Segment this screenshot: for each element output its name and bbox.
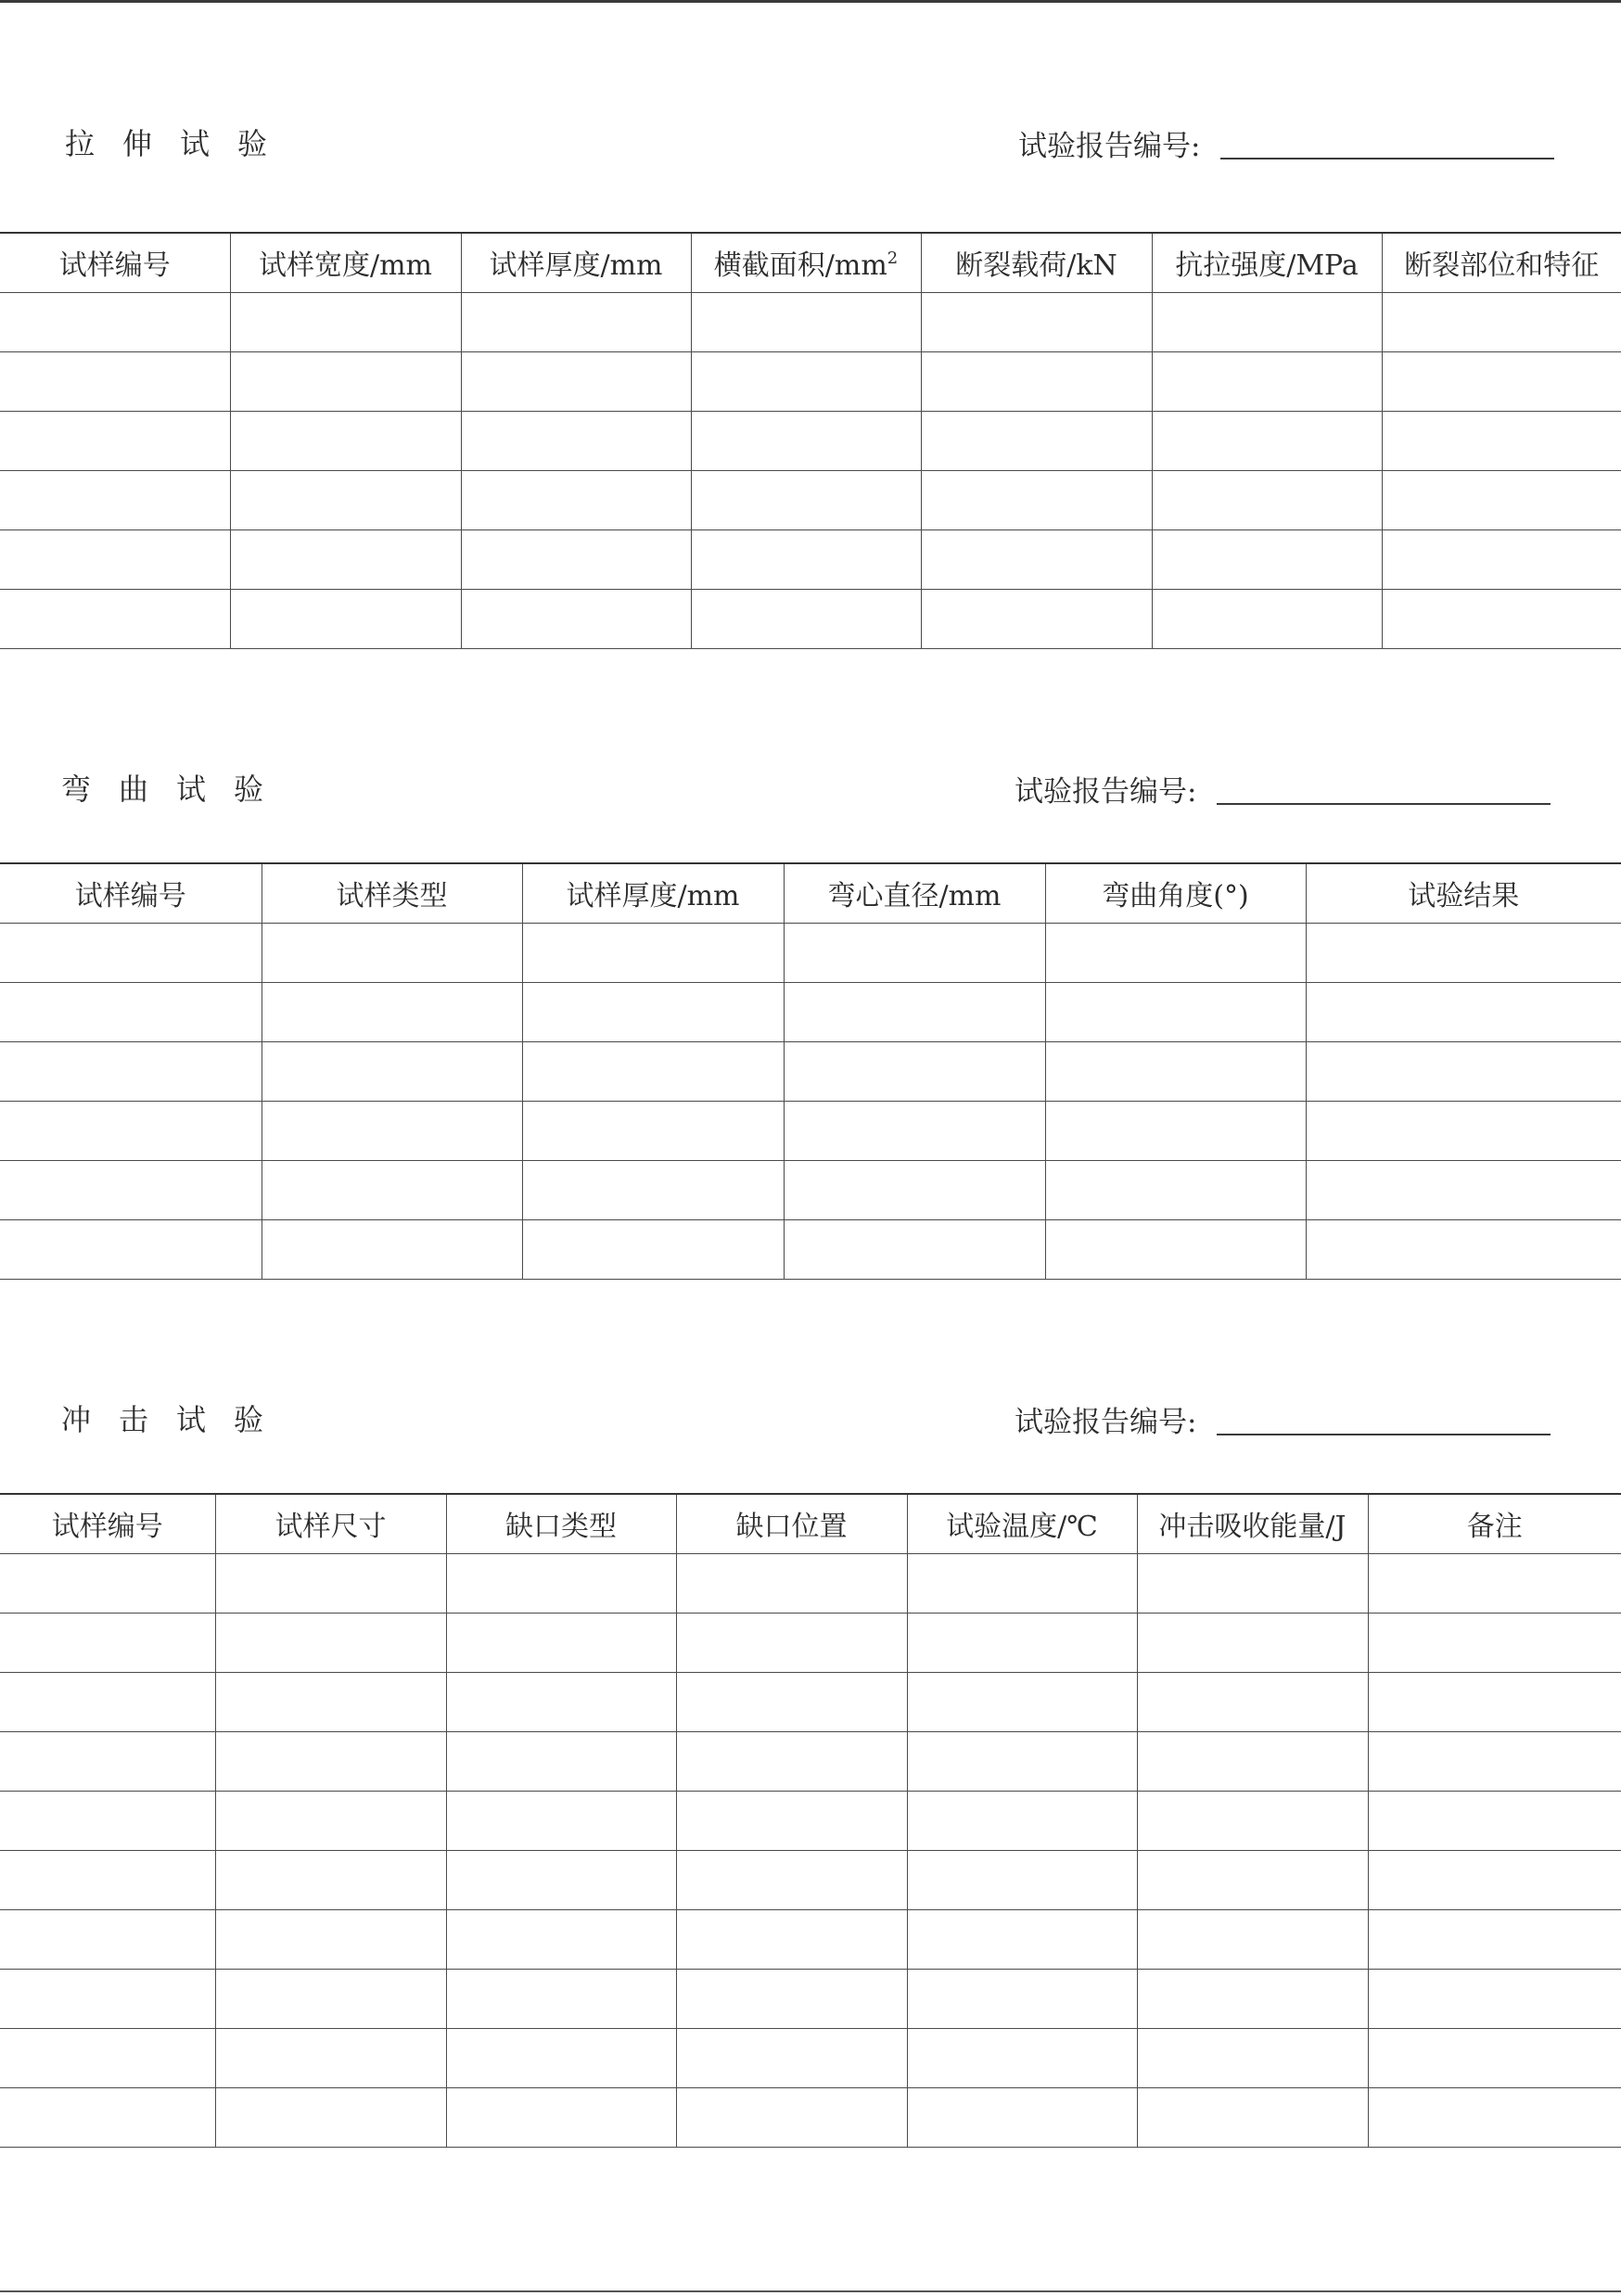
impact-header-absorbed-energy: 冲击吸收能量/J: [1137, 1494, 1368, 1553]
table-cell[interactable]: [0, 1041, 262, 1101]
table-row: [0, 1909, 1621, 1969]
table-cell[interactable]: [921, 411, 1152, 470]
page-bottom-border: [0, 2290, 1621, 2292]
table-cell[interactable]: [0, 470, 230, 529]
table-cell[interactable]: [0, 923, 262, 982]
table-cell[interactable]: [0, 1613, 215, 1672]
table-cell[interactable]: [921, 529, 1152, 589]
table-cell[interactable]: [446, 2087, 676, 2147]
table-cell[interactable]: [1152, 292, 1382, 351]
table-cell[interactable]: [1368, 2028, 1621, 2087]
table-cell[interactable]: [1045, 1101, 1306, 1160]
table-cell[interactable]: [0, 1731, 215, 1791]
table-cell[interactable]: [676, 1969, 907, 2028]
table-cell[interactable]: [262, 1219, 522, 1279]
impact-table: [0, 1493, 1621, 2148]
table-cell[interactable]: [446, 1613, 676, 1672]
table-cell[interactable]: [1306, 1219, 1621, 1279]
table-cell[interactable]: [461, 589, 691, 648]
table-cell[interactable]: [907, 1672, 1137, 1731]
table-cell[interactable]: [921, 351, 1152, 411]
tensile-header-fracture-location: 断裂部位和特征: [1382, 233, 1621, 292]
table-cell[interactable]: [1368, 1613, 1621, 1672]
table-cell[interactable]: [676, 1731, 907, 1791]
table-cell[interactable]: [691, 411, 921, 470]
table-cell[interactable]: [1045, 1041, 1306, 1101]
table-row: [0, 1101, 1621, 1160]
table-cell[interactable]: [691, 470, 921, 529]
bend-report-number-label: 试验报告编号:: [1015, 775, 1197, 809]
table-cell[interactable]: [215, 1731, 446, 1791]
table-row: [0, 351, 1621, 411]
table-cell[interactable]: [0, 1791, 215, 1850]
table-cell[interactable]: [461, 351, 691, 411]
table-cell[interactable]: [522, 1219, 784, 1279]
table-cell[interactable]: [0, 411, 230, 470]
table-cell[interactable]: [1368, 1672, 1621, 1731]
table-cell[interactable]: [1137, 1613, 1368, 1672]
table-cell[interactable]: [784, 982, 1045, 1041]
table-cell[interactable]: [522, 1041, 784, 1101]
table-cell[interactable]: [0, 1909, 215, 1969]
table-cell[interactable]: [784, 1160, 1045, 1219]
table-row: [0, 1613, 1621, 1672]
impact-report-number-label: 试验报告编号:: [1015, 1406, 1197, 1439]
impact-header-row: [0, 1494, 1621, 1553]
table-cell[interactable]: [1368, 1850, 1621, 1909]
table-cell[interactable]: [1368, 1553, 1621, 1613]
table-cell[interactable]: [921, 589, 1152, 648]
table-cell[interactable]: [215, 1613, 446, 1672]
table-cell[interactable]: [230, 411, 461, 470]
impact-header-test-temperature: 试验温度/℃: [907, 1494, 1137, 1553]
bend-header-mandrel-diameter: 弯心直径/mm: [784, 863, 1045, 923]
table-cell[interactable]: [676, 1909, 907, 1969]
table-cell[interactable]: [0, 1219, 262, 1279]
table-cell[interactable]: [784, 1041, 1045, 1101]
impact-header-notch-position: 缺口位置: [676, 1494, 907, 1553]
table-row: [0, 1791, 1621, 1850]
table-cell[interactable]: [784, 1219, 1045, 1279]
table-row: [0, 2028, 1621, 2087]
table-cell[interactable]: [230, 470, 461, 529]
tensile-report-number-field[interactable]: [1220, 158, 1554, 159]
table-cell[interactable]: [1306, 982, 1621, 1041]
table-cell[interactable]: [0, 292, 230, 351]
table-row: [0, 1731, 1621, 1791]
table-cell[interactable]: [1152, 470, 1382, 529]
table-cell[interactable]: [1137, 1909, 1368, 1969]
tensile-header-row: [0, 233, 1621, 292]
table-cell[interactable]: [1382, 589, 1621, 648]
bend-table: [0, 862, 1621, 1280]
table-row: [0, 982, 1621, 1041]
tensile-table: [0, 232, 1621, 649]
tensile-header-sample-id: 试样编号: [0, 233, 230, 292]
table-cell[interactable]: [907, 1909, 1137, 1969]
table-cell[interactable]: [1045, 982, 1306, 1041]
table-cell[interactable]: [1152, 351, 1382, 411]
table-cell[interactable]: [215, 1909, 446, 1969]
table-cell[interactable]: [0, 1101, 262, 1160]
table-cell[interactable]: [907, 1969, 1137, 2028]
impact-header-notch-type: 缺口类型: [446, 1494, 676, 1553]
tensile-header-thickness: 试样厚度/mm: [461, 233, 691, 292]
table-cell[interactable]: [784, 1101, 1045, 1160]
table-cell[interactable]: [907, 1731, 1137, 1791]
table-row: [0, 1041, 1621, 1101]
table-cell[interactable]: [0, 589, 230, 648]
table-cell[interactable]: [461, 529, 691, 589]
table-cell[interactable]: [1137, 1672, 1368, 1731]
table-cell[interactable]: [522, 1101, 784, 1160]
table-cell[interactable]: [676, 2087, 907, 2147]
table-cell[interactable]: [1137, 1731, 1368, 1791]
table-cell[interactable]: [1368, 1731, 1621, 1791]
table-cell[interactable]: [907, 2087, 1137, 2147]
table-cell[interactable]: [1137, 2087, 1368, 2147]
table-row: [0, 529, 1621, 589]
table-cell[interactable]: [1137, 1553, 1368, 1613]
table-cell[interactable]: [1368, 1791, 1621, 1850]
table-cell[interactable]: [1045, 1160, 1306, 1219]
bend-section-title: 弯曲试验: [61, 772, 292, 807]
bend-header-thickness: 试样厚度/mm: [522, 863, 784, 923]
table-cell[interactable]: [1045, 1219, 1306, 1279]
table-cell[interactable]: [1382, 292, 1621, 351]
table-cell[interactable]: [1137, 1791, 1368, 1850]
table-row: [0, 411, 1621, 470]
table-cell[interactable]: [215, 1969, 446, 2028]
table-row: [0, 1160, 1621, 1219]
table-cell[interactable]: [691, 351, 921, 411]
table-cell[interactable]: [1137, 1850, 1368, 1909]
table-row: [0, 1553, 1621, 1613]
table-cell[interactable]: [230, 529, 461, 589]
table-row: [0, 589, 1621, 648]
table-cell[interactable]: [446, 1553, 676, 1613]
impact-report-number-field[interactable]: [1217, 1434, 1551, 1435]
table-cell[interactable]: [1152, 589, 1382, 648]
table-cell[interactable]: [1152, 529, 1382, 589]
table-cell[interactable]: [907, 2028, 1137, 2087]
table-cell[interactable]: [215, 1672, 446, 1731]
table-cell[interactable]: [1152, 411, 1382, 470]
table-cell[interactable]: [784, 923, 1045, 982]
table-cell[interactable]: [262, 1101, 522, 1160]
table-cell[interactable]: [215, 1791, 446, 1850]
tensile-header-area-text: 横截面积/mm: [713, 249, 887, 283]
page-top-border: [0, 0, 1621, 3]
table-cell[interactable]: [446, 2028, 676, 2087]
tensile-header-area-superscript: 2: [887, 249, 899, 269]
table-cell[interactable]: [907, 1850, 1137, 1909]
tensile-header-tensile-strength: 抗拉强度/MPa: [1152, 233, 1382, 292]
bend-header-result: 试验结果: [1306, 863, 1621, 923]
table-cell[interactable]: [1368, 1909, 1621, 1969]
table-cell[interactable]: [1382, 411, 1621, 470]
bend-header-row: [0, 863, 1621, 923]
table-cell[interactable]: [446, 1850, 676, 1909]
table-cell[interactable]: [676, 1850, 907, 1909]
table-cell[interactable]: [446, 1791, 676, 1850]
table-row: [0, 2087, 1621, 2147]
table-cell[interactable]: [676, 1553, 907, 1613]
table-cell[interactable]: [691, 292, 921, 351]
table-cell[interactable]: [921, 470, 1152, 529]
table-cell[interactable]: [461, 470, 691, 529]
table-cell[interactable]: [0, 1553, 215, 1613]
table-cell[interactable]: [262, 1160, 522, 1219]
table-row: [0, 1219, 1621, 1279]
table-cell[interactable]: [461, 292, 691, 351]
table-cell[interactable]: [1368, 1969, 1621, 2028]
table-cell[interactable]: [0, 1160, 262, 1219]
table-row: [0, 292, 1621, 351]
impact-table-body: [0, 1553, 1621, 2147]
table-cell[interactable]: [0, 529, 230, 589]
table-cell[interactable]: [1306, 1041, 1621, 1101]
table-cell[interactable]: [522, 1160, 784, 1219]
table-cell[interactable]: [262, 1041, 522, 1101]
tensile-report-number-label: 试验报告编号:: [1018, 130, 1201, 163]
tensile-section-title: 拉伸试验: [65, 126, 296, 161]
tensile-table-body: [0, 292, 1621, 648]
table-cell[interactable]: [691, 589, 921, 648]
table-row: [0, 1672, 1621, 1731]
table-cell[interactable]: [0, 2087, 215, 2147]
table-cell[interactable]: [676, 1791, 907, 1850]
table-cell[interactable]: [262, 982, 522, 1041]
table-cell[interactable]: [0, 1672, 215, 1731]
table-cell[interactable]: [691, 529, 921, 589]
bend-report-number-field[interactable]: [1217, 803, 1551, 805]
bend-header-sample-id: 试样编号: [0, 863, 262, 923]
table-cell[interactable]: [0, 982, 262, 1041]
tensile-header-width: 试样宽度/mm: [230, 233, 461, 292]
table-row: [0, 470, 1621, 529]
table-cell[interactable]: [1368, 2087, 1621, 2147]
table-cell[interactable]: [215, 2087, 446, 2147]
table-cell[interactable]: [215, 1850, 446, 1909]
table-cell[interactable]: [907, 1553, 1137, 1613]
table-cell[interactable]: [230, 589, 461, 648]
table-cell[interactable]: [230, 351, 461, 411]
table-cell[interactable]: [907, 1791, 1137, 1850]
tensile-header-area: [691, 233, 921, 292]
table-cell[interactable]: [1045, 923, 1306, 982]
table-cell[interactable]: [215, 2028, 446, 2087]
impact-header-sample-id: 试样编号: [0, 1494, 215, 1553]
bend-table-body: [0, 923, 1621, 1279]
table-cell[interactable]: [0, 351, 230, 411]
tensile-header-break-load: 断裂载荷/kN: [921, 233, 1152, 292]
table-cell[interactable]: [0, 1969, 215, 2028]
table-cell[interactable]: [1137, 2028, 1368, 2087]
table-cell[interactable]: [446, 1969, 676, 2028]
impact-header-remarks: 备注: [1368, 1494, 1621, 1553]
table-cell[interactable]: [522, 923, 784, 982]
table-cell[interactable]: [461, 411, 691, 470]
table-cell[interactable]: [522, 982, 784, 1041]
table-cell[interactable]: [446, 1672, 676, 1731]
table-cell[interactable]: [1306, 923, 1621, 982]
table-cell[interactable]: [0, 2028, 215, 2087]
table-cell[interactable]: [446, 1909, 676, 1969]
impact-header-sample-size: 试样尺寸: [215, 1494, 446, 1553]
table-cell[interactable]: [1382, 351, 1621, 411]
table-cell[interactable]: [1382, 529, 1621, 589]
table-cell[interactable]: [446, 1731, 676, 1791]
table-row: [0, 1969, 1621, 2028]
table-cell[interactable]: [215, 1553, 446, 1613]
impact-section-title: 冲击试验: [61, 1402, 292, 1437]
table-cell[interactable]: [676, 2028, 907, 2087]
table-row: [0, 923, 1621, 982]
table-cell[interactable]: [1382, 470, 1621, 529]
table-cell[interactable]: [921, 292, 1152, 351]
bend-header-sample-type: 试样类型: [262, 863, 522, 923]
bend-header-bend-angle: 弯曲角度(°): [1045, 863, 1306, 923]
table-cell[interactable]: [907, 1613, 1137, 1672]
table-cell[interactable]: [0, 1850, 215, 1909]
table-cell[interactable]: [676, 1672, 907, 1731]
table-cell[interactable]: [1306, 1160, 1621, 1219]
table-cell[interactable]: [230, 292, 461, 351]
table-cell[interactable]: [1137, 1969, 1368, 2028]
table-cell[interactable]: [1306, 1101, 1621, 1160]
table-row: [0, 1850, 1621, 1909]
table-cell[interactable]: [262, 923, 522, 982]
table-cell[interactable]: [676, 1613, 907, 1672]
